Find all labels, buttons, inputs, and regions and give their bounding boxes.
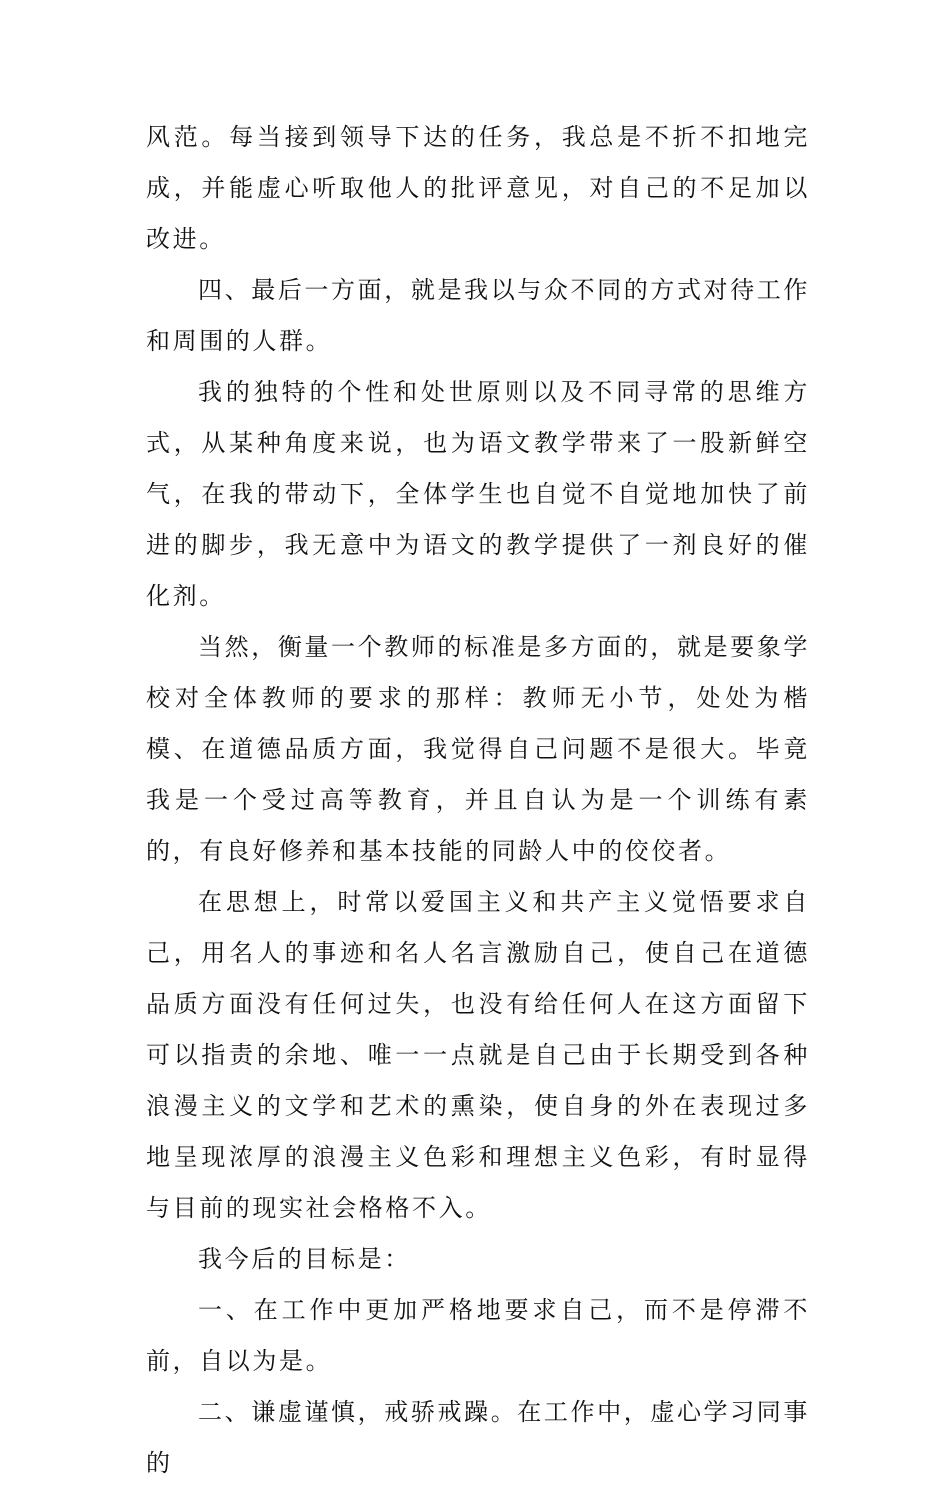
- paragraph-teacher-standard: 当然，衡量一个教师的标准是多方面的，就是要象学校对全体教师的要求的那样：教师无小节，处处为楷模、在道德品质方面，我觉得自己问题不是很大。毕竟我是一个受过高等教育，并且自认为是一个训练有素的，有良好修养和基本技能的同龄人中的佼佼者。: [146, 633, 810, 865]
- paragraph-goal-two: 二、谦虚谨慎，戒骄戒躁。在工作中，虚心学习同事的: [146, 1398, 810, 1477]
- paragraph-thought: 在思想上，时常以爱国主义和共产主义觉悟要求自己，用名人的事迹和名人名言激励自己，使自己在道德品质方面没有任何过失，也没有给任何人在这方面留下可以指责的余地、唯一一点就是自己由于长期受到各种浪漫主义的文学和艺术的熏染，使自身的外在表现过多地呈现浓厚的浪漫主义色彩和理想主义色彩，有时显得与目前的现实社会格格不入。: [146, 888, 810, 1222]
- document-body: [146, 112, 810, 1489]
- paragraph-goals-heading: 我今后的目标是：: [198, 1245, 411, 1273]
- paragraph-personality: 我的独特的个性和处世原则以及不同寻常的思维方式，从某种角度来说，也为语文教学带来了一股新鲜空气，在我的带动下，全体学生也自觉不自觉地加快了前进的脚步，我无意中为语文的教学提供了一剂良好的催化剂。: [146, 378, 810, 610]
- paragraph-continuation: 风范。每当接到领导下达的任务，我总是不折不扣地完成，并能虚心听取他人的批评意见，对自己的不足加以改进。: [146, 123, 810, 253]
- paragraph-goal-one: 一、在工作中更加严格地要求自己，而不是停滞不前，自以为是。: [146, 1296, 810, 1375]
- paragraph-point-four: 四、最后一方面，就是我以与众不同的方式对待工作和周围的人群。: [146, 276, 810, 355]
